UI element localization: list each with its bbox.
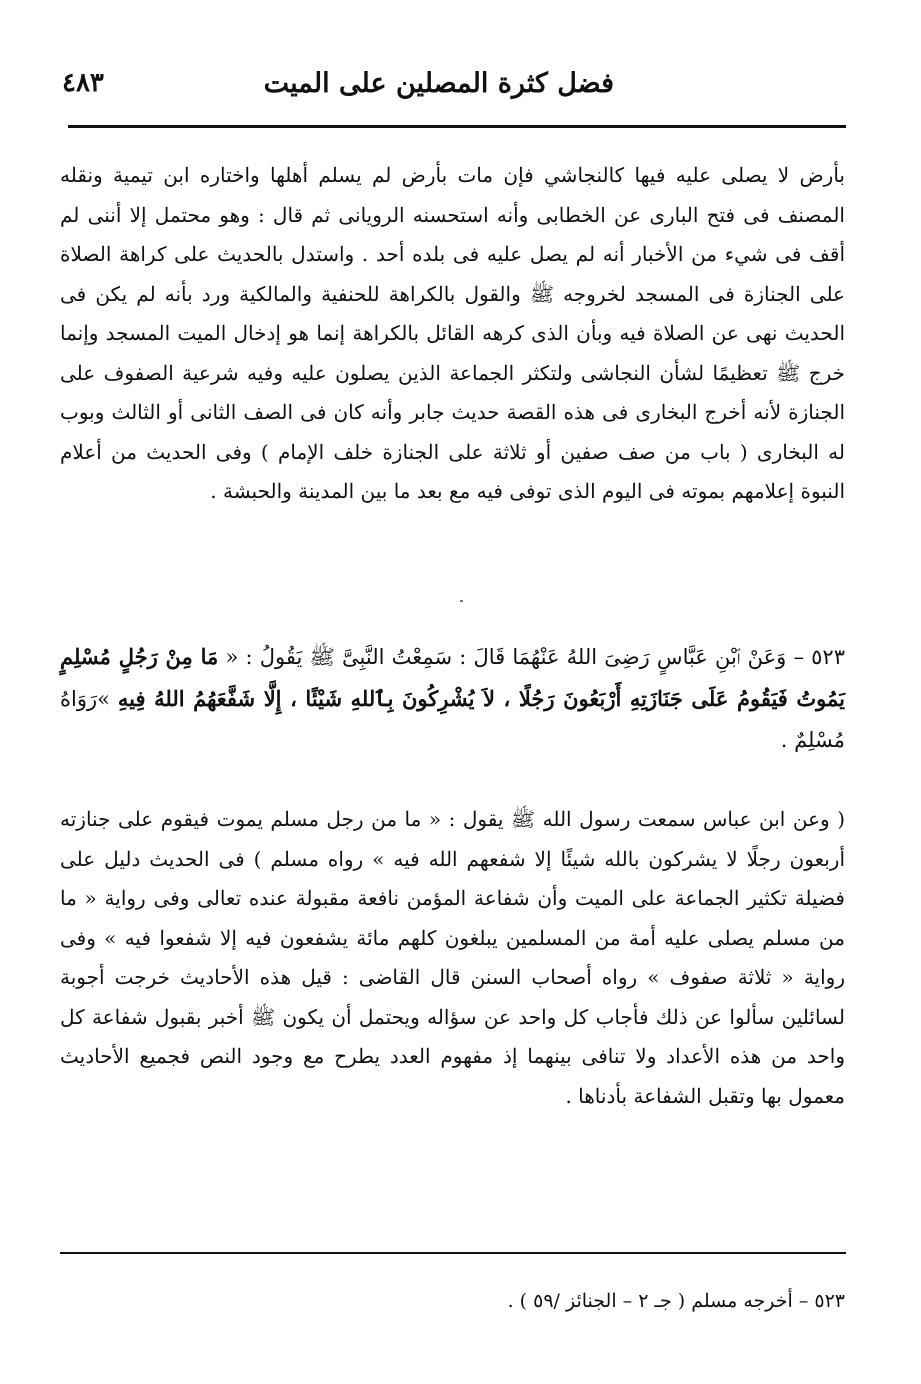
page-title: فضل كثرة المصلين على الميت: [263, 68, 614, 99]
hadith-matn: مَا مِنْ رَجُلٍ مُسْلِمٍ يَمُوتُ فَيَقُومُ عَلَى جَنَازَتِهِ أَرْبَعُونَ رَجُلًا ، لاَ يُشْرِكُونَ بِٱللهِ شَيْئًا ، إِلَّا شَفَّعَهُمُ اللهُ فِيهِ: [60, 644, 845, 711]
commentary-paragraph-2: [60, 800, 845, 1116]
hadith-paragraph: [60, 636, 845, 761]
hadith-text: [60, 636, 845, 761]
page-number: ٤٨٣: [62, 68, 104, 98]
page-header: [62, 62, 846, 112]
separator-mark: [460, 600, 463, 602]
commentary-text-1: بأرض لا يصلى عليه فيها كالنجاشي فإن مات بأرض لم يسلم أهلها واختاره ابن تيمية ونقله المصنف فى فتح البارى عن الخطابى وأنه استحسنه الرويانى ثم قال : وهو محتمل إلا أننى لم أقف فى شيء من الأخبار أنه لم يصل عليه فى بلده أحد . واستدل بالحديث على كراهة الصلاة على الجنازة فى المسجد لخروجه ﷺ والقول بالكراهة للحنفية والمالكية ورد بأنه لم يكن فى الحديث نهى عن الصلاة فيه وبأن الذى كرهه القائل بالكراهة إنما هو إدخال الميت المسجد وإنما خرج ﷺ تعظيمًا لشأن النجاشى ولتكثر الجماعة الذين يصلون عليه وفيه شرعية الصفوف على الجنازة لأنه أخرج البخارى فى هذه القصة حديث جابر وأنه كان فى الصف الثانى أو الثالث وبوب له البخارى ( باب من صف صفين أو ثلاثة على الجنازة خلف الإمام ) وفى الحديث من أعلام النبوة إعلامهم بموته فى اليوم الذى توفى فيه مع بعد ما بين المدينة والحبشة .: [60, 163, 845, 503]
commentary-paragraph-1: [60, 156, 845, 512]
commentary-text-2: ( وعن ابن عباس سمعت رسول الله ﷺ يقول : « ما من رجل مسلم يموت فيقوم على جنازته أربعون رجلًا لا يشركون بالله شيئًا إلا شفعهم الله فيه » رواه مسلم ) فى الحديث دليل على فضيلة تكثير الجماعة على الميت وأن شفاعة المؤمن نافعة مقبولة عنده تعالى وفى رواية « ما من مسلم يصلى عليه أمة من المسلمين يبلغون كلهم مائة يشفعون فيه إلا شفعوا فيه » وفى رواية « ثلاثة صفوف » رواه أصحاب السنن قال القاضى : قيل هذه الأحاديث خرجت أجوبة لسائلين سألوا عن ذلك فأجاب كل واحد عن سؤاله ويحتمل أن يكون ﷺ أخبر بقبول شفاعة كل واحد من هذه الأعداد ولا تنافى بينهما إذ مفهوم العدد يطرح مع وجود النص فجميع الأحاديث معمول بها وتقبل الشفاعة بأدناها .: [60, 807, 846, 1108]
header-rule: [68, 125, 846, 128]
hadith-closing: »رَوَاهُ مُسْلِمٌ .: [60, 687, 845, 752]
hadith-intro: ٥٢٣ – وَعَنْ ٱبْنِ عَبَّاسٍ رَضِىَ اللهُ عَنْهُمَا قَالَ : سَمِعْتُ النَّبِىَّ ﷺ يَقُولُ : «: [225, 645, 845, 669]
footnote: ٥٢٣ – أخرجه مسلم ( جـ ٢ – الجنائز /٥٩ ) .: [507, 1290, 845, 1312]
footnote-rule: [60, 1252, 846, 1254]
